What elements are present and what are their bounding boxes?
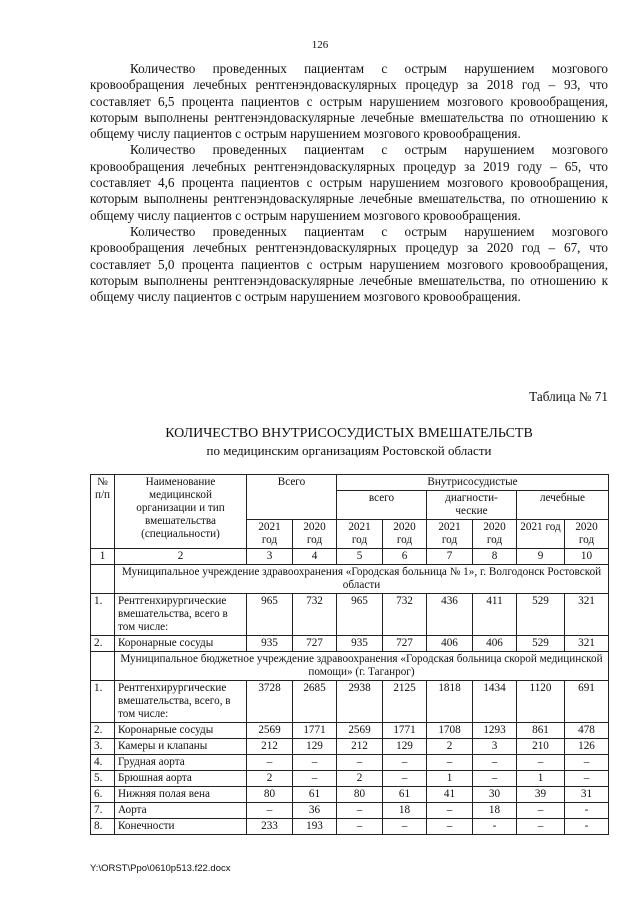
row-value: 212 — [337, 739, 383, 755]
row-value: 406 — [473, 636, 517, 652]
row-value: 935 — [247, 636, 293, 652]
table-row — [91, 819, 609, 835]
row-value: 2125 — [383, 681, 427, 723]
row-value: 1818 — [427, 681, 473, 723]
row-value: 61 — [383, 787, 427, 803]
col-number: 4 — [293, 549, 337, 565]
row-value: – — [565, 771, 609, 787]
row-value: 965 — [247, 594, 293, 636]
row-value: 129 — [293, 739, 337, 755]
year-2021: 2021 год — [517, 520, 565, 549]
table-row — [91, 739, 609, 755]
year-2021: 2021 год — [337, 520, 383, 549]
row-value: 935 — [337, 636, 383, 652]
org-title: Муниципальное учреждение здравоохранения «Городская больница № 1», г. Волгодонск Ростовской области — [115, 565, 609, 594]
year-2020: 2020 год — [473, 520, 517, 549]
table-row — [91, 681, 609, 723]
row-name: Рентгенхирургические вмешательства, всего, в том числе: — [115, 681, 247, 723]
row-value: 80 — [337, 787, 383, 803]
row-number: 4. — [91, 755, 115, 771]
row-number: 2. — [91, 723, 115, 739]
row-value: 411 — [473, 594, 517, 636]
row-value: 1771 — [293, 723, 337, 739]
org1-rows — [91, 594, 609, 652]
row-value: 406 — [427, 636, 473, 652]
row-value: 212 — [247, 739, 293, 755]
row-value: – — [473, 755, 517, 771]
row-value: – — [293, 771, 337, 787]
header-therapeutic: лечебные — [517, 491, 609, 520]
org-title: Муниципальное бюджетное учреждение здравоохранения «Городская больница скорой медицинской помощи» (г. Таганрог) — [115, 652, 609, 681]
row-value: 18 — [383, 803, 427, 819]
row-value: 36 — [293, 803, 337, 819]
row-value: 529 — [517, 594, 565, 636]
col-number: 10 — [565, 549, 609, 565]
row-value: 436 — [427, 594, 473, 636]
row-name: Конечности — [115, 819, 247, 835]
row-name: Аорта — [115, 803, 247, 819]
row-value: – — [247, 803, 293, 819]
row-value: 727 — [293, 636, 337, 652]
table-row — [91, 636, 609, 652]
page-number: 126 — [311, 39, 329, 51]
row-value: 210 — [517, 739, 565, 755]
row-value: – — [427, 819, 473, 835]
header-all: всего — [337, 491, 427, 520]
row-value: – — [427, 803, 473, 819]
table-subtitle: по медицинским организациям Ростовской области — [206, 443, 492, 458]
row-value: 233 — [247, 819, 293, 835]
col-number: 5 — [337, 549, 383, 565]
row-number: 8. — [91, 819, 115, 835]
header-name: Наименование медицинской организации и тип вмешательства (специальности) — [115, 475, 247, 549]
interventions-table — [90, 474, 609, 835]
row-value: – — [517, 803, 565, 819]
row-name: Брюшная аорта — [115, 771, 247, 787]
row-name: Грудная аорта — [115, 755, 247, 771]
row-value: – — [383, 755, 427, 771]
header-num: № п/п — [91, 475, 115, 549]
row-value: 2569 — [247, 723, 293, 739]
paragraph-2020: Количество проведенных пациентам с острым нарушением мозгового кровообращения лечебных рентгенэндоваскулярных процедур за 2020 год – 67, что составляет 5,0 процента пациентов с острым нарушением мозгового кровообращения, которым выполнены рентгенэндоваскулярные лечебные вмешательства, по отношению к общему числу пациентов с острым нарушением мозгового кровообращения. — [90, 223, 608, 305]
header-total: Всего — [247, 475, 337, 520]
row-value: – — [427, 755, 473, 771]
row-value: 3 — [473, 739, 517, 755]
row-value: 965 — [337, 594, 383, 636]
table-row — [91, 723, 609, 739]
row-number: 1. — [91, 594, 115, 636]
row-number: 2. — [91, 636, 115, 652]
row-value: – — [473, 771, 517, 787]
row-number: 7. — [91, 803, 115, 819]
year-2020: 2020 год — [383, 520, 427, 549]
year-2020: 2020 год — [565, 520, 609, 549]
row-value: 691 — [565, 681, 609, 723]
row-value: 1 — [427, 771, 473, 787]
row-number: 5. — [91, 771, 115, 787]
row-value: 2 — [247, 771, 293, 787]
row-value: 193 — [293, 819, 337, 835]
row-value: 31 — [565, 787, 609, 803]
row-value: 30 — [473, 787, 517, 803]
col-number: 2 — [115, 549, 247, 565]
row-value: – — [383, 819, 427, 835]
row-value: - — [565, 803, 609, 819]
table-row — [91, 755, 609, 771]
row-value: 321 — [565, 636, 609, 652]
row-value: 1771 — [383, 723, 427, 739]
row-name: Нижняя полая вена — [115, 787, 247, 803]
body-text — [90, 61, 608, 305]
col-number: 3 — [247, 549, 293, 565]
row-number: 3. — [91, 739, 115, 755]
table-row — [91, 787, 609, 803]
row-value: – — [517, 819, 565, 835]
row-value: 3728 — [247, 681, 293, 723]
row-value: – — [337, 803, 383, 819]
row-value: 1 — [517, 771, 565, 787]
row-value: 41 — [427, 787, 473, 803]
row-value: 321 — [565, 594, 609, 636]
row-value: – — [517, 755, 565, 771]
row-value: - — [565, 819, 609, 835]
col-number: 6 — [383, 549, 427, 565]
row-value: 61 — [293, 787, 337, 803]
row-value: 18 — [473, 803, 517, 819]
header-intravascular: Внутрисосудистые — [337, 475, 609, 491]
row-value: 2 — [337, 771, 383, 787]
table-row — [91, 594, 609, 636]
table-label: Таблица № 71 — [529, 389, 608, 404]
col-number: 7 — [427, 549, 473, 565]
row-name: Рентгенхирургические вмешательства, всего в том числе: — [115, 594, 247, 636]
year-2021: 2021 год — [427, 520, 473, 549]
header-diagnostic: диагности-ческие — [427, 491, 517, 520]
empty-cell — [91, 652, 115, 681]
row-value: 1434 — [473, 681, 517, 723]
row-value: 39 — [517, 787, 565, 803]
row-number: 6. — [91, 787, 115, 803]
paragraph-2018: Количество проведенных пациентам с острым нарушением мозгового кровообращения лечебных рентгенэндоваскулярных процедур за 2018 год – 93, что составляет 6,5 процента пациентов с острым нарушением мозгового кровообращения, которым выполнены рентгенэндоваскулярные лечебные вмешательства по отношению к общему числу пациентов с острым нарушением мозгового кровообращения. — [90, 61, 608, 142]
row-value: – — [565, 755, 609, 771]
row-value: 1293 — [473, 723, 517, 739]
row-value: – — [247, 755, 293, 771]
row-value: 1120 — [517, 681, 565, 723]
table-row — [91, 771, 609, 787]
col-number: 8 — [473, 549, 517, 565]
row-value: - — [473, 819, 517, 835]
col-number: 1 — [91, 549, 115, 565]
row-value: 129 — [383, 739, 427, 755]
row-value: 2 — [427, 739, 473, 755]
header-row-1 — [91, 475, 609, 491]
row-value: – — [383, 771, 427, 787]
row-name: Камеры и клапаны — [115, 739, 247, 755]
row-value: 727 — [383, 636, 427, 652]
row-value: 732 — [383, 594, 427, 636]
org-row-volgodonsk — [91, 565, 609, 594]
table-row — [91, 803, 609, 819]
row-value: 478 — [565, 723, 609, 739]
year-2020: 2020 год — [293, 520, 337, 549]
row-value: 732 — [293, 594, 337, 636]
row-value: 126 — [565, 739, 609, 755]
row-value: 529 — [517, 636, 565, 652]
paragraph-2019: Количество проведенных пациентам с острым нарушением мозгового кровообращения лечебных рентгенэндоваскулярных процедур за 2019 году – 65, что составляет 4,6 процента пациентов с острым нарушением мозгового кровообращения, которым выполнены рентгенэндоваскулярные лечебные вмешательства, по отношению к общему числу пациентов с острым нарушением мозгового кровообращения. — [90, 142, 608, 223]
row-value: 2569 — [337, 723, 383, 739]
row-value: – — [293, 755, 337, 771]
row-value: 2938 — [337, 681, 383, 723]
table-title: КОЛИЧЕСТВО ВНУТРИСОСУДИСТЫХ ВМЕШАТЕЛЬСТВ — [165, 426, 533, 441]
row-value: 1708 — [427, 723, 473, 739]
column-number-row — [91, 549, 609, 565]
row-name: Коронарные сосуды — [115, 636, 247, 652]
org2-rows — [91, 681, 609, 835]
row-value: – — [337, 819, 383, 835]
footer-file-path: Y:\ORST\Ppo\0610p513.f22.docx — [90, 863, 231, 874]
year-2021: 2021 год — [247, 520, 293, 549]
col-number: 9 — [517, 549, 565, 565]
row-value: – — [337, 755, 383, 771]
row-value: 2685 — [293, 681, 337, 723]
row-number: 1. — [91, 681, 115, 723]
row-name: Коронарные сосуды — [115, 723, 247, 739]
empty-cell — [91, 565, 115, 594]
row-value: 861 — [517, 723, 565, 739]
row-value: 80 — [247, 787, 293, 803]
org-row-taganrog — [91, 652, 609, 681]
